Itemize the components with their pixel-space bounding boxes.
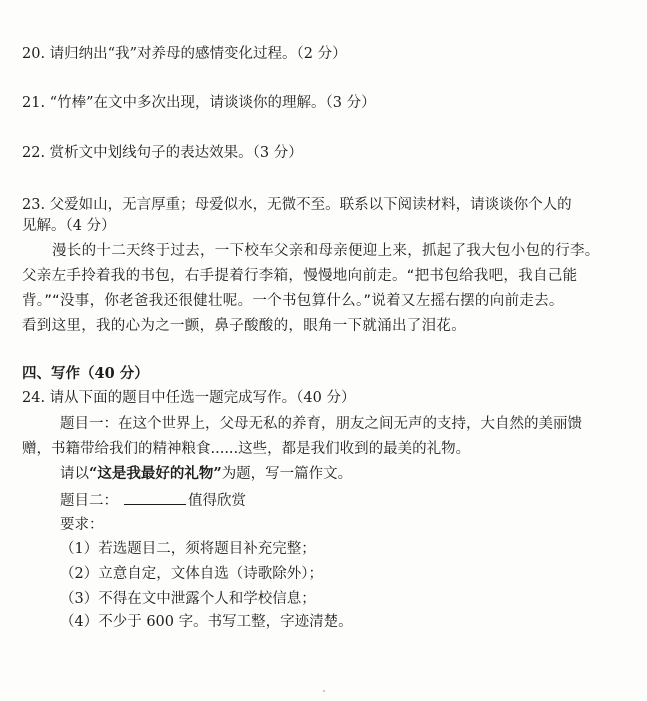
topic-1-prompt-prefix: 请以 — [60, 466, 89, 482]
requirements-label: 要求： — [60, 517, 104, 533]
question-24: 24. 请从下面的题目中任选一题完成写作。（40 分） — [22, 390, 356, 406]
section-title-writing: 四、写作（40 分） — [22, 365, 149, 382]
reading-material-line-1: 漫长的十二天终于过去，一下校车父亲和母亲便迎上来，抓起了我大包小包的行李。 — [52, 243, 600, 259]
reading-material-line-2: 父亲左手拎着我的书包，右手提着行李箱，慢慢地向前走。“把书包给我吧，我自己能 — [22, 268, 578, 284]
requirement-4: （4）不少于 600 字。书写工整，字迹清楚。 — [60, 614, 353, 630]
topic-2 — [60, 490, 246, 511]
requirement-1: （1）若选题目二，须将题目补充完整； — [60, 541, 316, 557]
question-23-line-2: 见解。（4 分） — [22, 218, 116, 234]
requirement-2: （2）立意自定，文体自选（诗歌除外）； — [60, 566, 323, 582]
topic-2-suffix: 值得欣赏 — [188, 493, 246, 509]
topic-2-prefix: 题目二： — [60, 493, 118, 509]
topic-1-line-2: 赠，书籍带给我们的精神粮食......这些，都是我们收到的最美的礼物。 — [22, 441, 471, 457]
reading-material-line-4: 看到这里，我的心为之一颤，鼻子酸酸的，眼角一下就涌出了泪花。 — [22, 318, 466, 334]
topic-1-line-1: 题目一：在这个世界上，父母无私的养育，朋友之间无声的支持，大自然的美丽馈 — [60, 416, 582, 432]
question-23-line-1: 23. 父爱如山，无言厚重；母爱似水，无微不至。联系以下阅读材料，请谈谈你个人的 — [22, 197, 572, 213]
scan-speck — [323, 690, 325, 692]
topic-2-blank — [124, 490, 186, 505]
question-20: 20. 请归纳出“我”对养母的感情变化过程。（2 分） — [22, 46, 347, 62]
question-21: 21. “竹棒”在文中多次出现，请谈谈你的理解。（3 分） — [22, 95, 376, 111]
topic-1-prompt-suffix: 为题，写一篇作文。 — [221, 466, 353, 482]
topic-1-prompt — [60, 464, 352, 484]
reading-material-line-3: 背。”“没事，你老爸我还很健壮呢。一个书包算什么。”说着又左摇右摆的向前走去。 — [22, 293, 564, 309]
topic-1-title: “这是我最好的礼物” — [89, 465, 222, 482]
question-22: 22. 赏析文中划线句子的表达效果。（3 分） — [22, 145, 303, 161]
requirement-3: （3）不得在文中泄露个人和学校信息； — [60, 591, 316, 607]
